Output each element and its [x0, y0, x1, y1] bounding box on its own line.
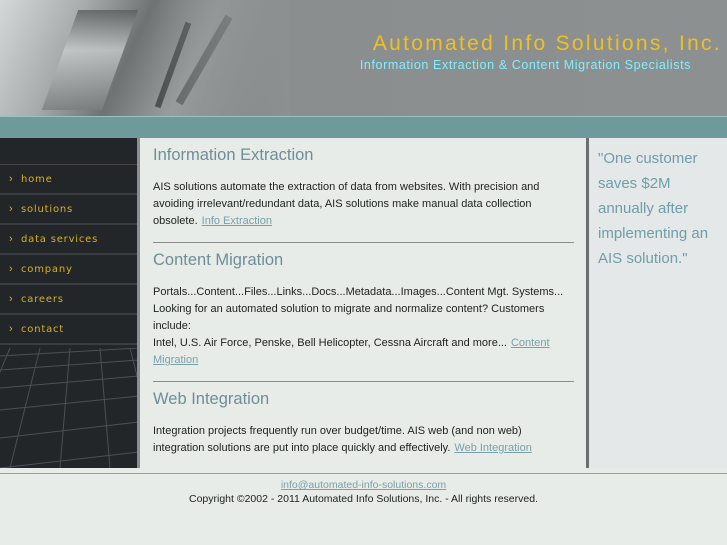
section-information-extraction [153, 146, 574, 230]
chevron-right-icon: › [9, 293, 13, 305]
nav-label: careers [21, 293, 64, 305]
chevron-right-icon: › [9, 263, 13, 275]
nav-item-solutions[interactable] [0, 195, 139, 225]
footer-divider [0, 473, 727, 474]
section-title: Information Extraction [153, 146, 314, 164]
section-text: AIS solutions automate the extraction of data from websites. With precision and avoiding irrelevant/redundant data, AIS solutions make manual data collection obsolete. Info Extraction [153, 181, 540, 227]
nav-label: company [21, 263, 73, 275]
sidebar-nav [0, 138, 139, 468]
nav-item-contact[interactable] [0, 315, 139, 345]
chevron-right-icon: › [9, 173, 13, 185]
testimonial-quote: "One customer saves $2M annually after implementing an AIS solution." [598, 150, 709, 267]
footer-email-link[interactable]: info@automated-info-solutions.com [280, 479, 447, 491]
divider [153, 381, 574, 382]
section-web-integration [153, 390, 574, 457]
section-title: Content Migration [153, 251, 284, 269]
nav-item-data-services[interactable] [0, 225, 139, 255]
main-content [153, 138, 574, 457]
web-integration-link[interactable]: Web Integration [454, 442, 532, 454]
nav-item-company[interactable] [0, 255, 139, 285]
divider [153, 242, 574, 243]
section-content-migration [153, 251, 574, 369]
info-extraction-link[interactable]: Info Extraction [201, 215, 272, 227]
footer-copyright: Copyright ©2002 - 2011 Automated Info Solutions, Inc. - All rights reserved. [189, 493, 538, 505]
nav-label: data services [21, 233, 99, 245]
testimonial-panel [589, 138, 727, 468]
footer [0, 479, 727, 505]
nav-label: contact [21, 323, 65, 335]
chevron-right-icon: › [9, 233, 13, 245]
section-title: Web Integration [153, 390, 270, 408]
chevron-right-icon: › [9, 203, 13, 215]
sidebar-edge [137, 138, 140, 468]
chevron-right-icon: › [9, 323, 13, 335]
header-banner [0, 0, 727, 116]
nav-label: solutions [21, 203, 74, 215]
nav-item-home[interactable] [0, 165, 139, 195]
section-text: Integration projects frequently run over budget/time. AIS web (and non web) integration solutions are put into place quickly and effectively. Web Integration [153, 425, 532, 454]
site-tagline: Information Extraction & Content Migration Specialists [359, 58, 691, 72]
content-migration-link[interactable]: Content Migration [153, 337, 550, 366]
nav-label: home [21, 173, 53, 185]
site-title: Automated Info Solutions, Inc. [372, 32, 722, 55]
header-band [0, 116, 727, 138]
section-text: Portals...Content...Files...Links...Docs...Metadata...Images...Content Mgt. Systems... Looking for an automated solution to migrate and normalize content? Customers include: Intel, U.S. Air Force, Penske, Bell Helicopter, Cessna Aircraft and more... Content Migration [153, 286, 564, 366]
header-photo [0, 0, 290, 116]
nav-item-careers[interactable] [0, 285, 139, 315]
grid-floor-decoration [0, 348, 139, 468]
